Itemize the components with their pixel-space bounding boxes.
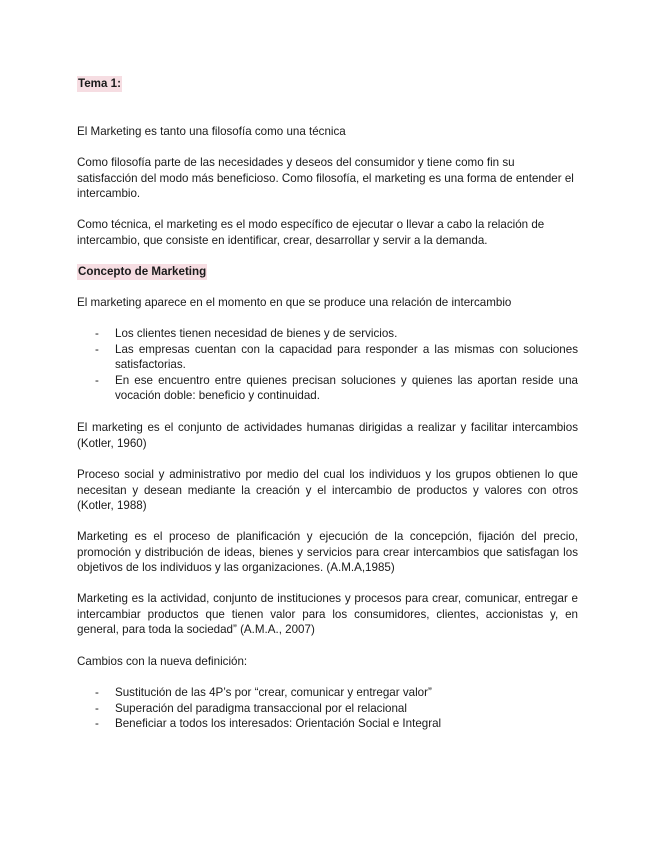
cambios-list	[77, 685, 578, 732]
list-item	[77, 373, 578, 404]
dash-bullet: -	[95, 686, 99, 699]
concepto-heading-line	[77, 264, 578, 280]
dash-bullet: -	[95, 701, 99, 715]
dash-bullet: -	[95, 717, 99, 730]
paragraph-filosofia: Como filosofía parte de las necesidades y deseos del consumidor y tiene como fin su satisfacción del modo más beneficioso. Como filosofía, el marketing es una forma de entender el intercambio.	[77, 156, 574, 200]
list-item-text: Sustitución de las 4P’s por “crear, comunicar y entregar valor”	[115, 686, 432, 699]
paragraph-intro: El Marketing es tanto una filosofía como una técnica	[77, 125, 346, 138]
dash-bullet: -	[95, 373, 99, 387]
list-item	[77, 326, 578, 342]
list-item-text: Beneficiar a todos los interesados: Orientación Social e Integral	[115, 717, 442, 730]
paragraph-ama-1985: Marketing es el proceso de planificación y ejecución de la concepción, fijación del precio, promoción y distribución de ideas, bienes y servicios para crear intercambios que satisfagan los objetivos de los individuos y las organizaciones. (A.M.A,1985)	[77, 530, 578, 574]
list-item-text: En ese encuentro entre quienes precisan soluciones y quienes las aportan reside una vocación doble: beneficio y continuidad.	[115, 373, 578, 402]
list-item	[77, 701, 578, 717]
paragraph-intercambio: El marketing aparece en el momento en que se produce una relación de intercambio	[77, 296, 512, 309]
concepto-heading: Concepto de Marketing	[78, 265, 207, 278]
list-item-text: Superación del paradigma transaccional por el relacional	[115, 701, 407, 715]
tema-heading: Tema 1:	[78, 77, 121, 90]
paragraph-tecnica: Como técnica, el marketing es el modo específico de ejecutar o llevar a cabo la relación de intercambio, que consiste en identificar, crear, desarrollar y servir a la demanda.	[77, 218, 545, 247]
list-item	[77, 716, 578, 732]
list-item	[77, 342, 578, 373]
list-item-text: Los clientes tienen necesidad de bienes y de servicios.	[115, 327, 398, 340]
dash-bullet: -	[95, 342, 99, 356]
intercambio-list	[77, 326, 578, 404]
paragraph-ama-2007: Marketing es la actividad, conjunto de instituciones y procesos para crear, comunicar, entregar e intercambiar productos que tienen valor para los consumidores, clientes, accionistas y, en general, para toda la sociedad” (A.M.A., 2007)	[77, 592, 578, 636]
paragraph-kotler-1960: El marketing es el conjunto de actividades humanas dirigidas a realizar y facilitar intercambios (Kotler, 1960)	[77, 421, 578, 450]
list-item	[77, 685, 578, 701]
list-item-text: Las empresas cuentan con la capacidad para responder a las mismas con soluciones satisfactorias.	[115, 342, 578, 371]
paragraph-cambios: Cambios con la nueva definición:	[77, 655, 248, 668]
paragraph-kotler-1988: Proceso social y administrativo por medio del cual los individuos y los grupos obtienen lo que necesitan y desean mediante la creación y el intercambio de productos y valores con otros (Kotler, 1988)	[77, 468, 578, 512]
dash-bullet: -	[95, 327, 99, 340]
tema-heading-line	[77, 76, 578, 92]
